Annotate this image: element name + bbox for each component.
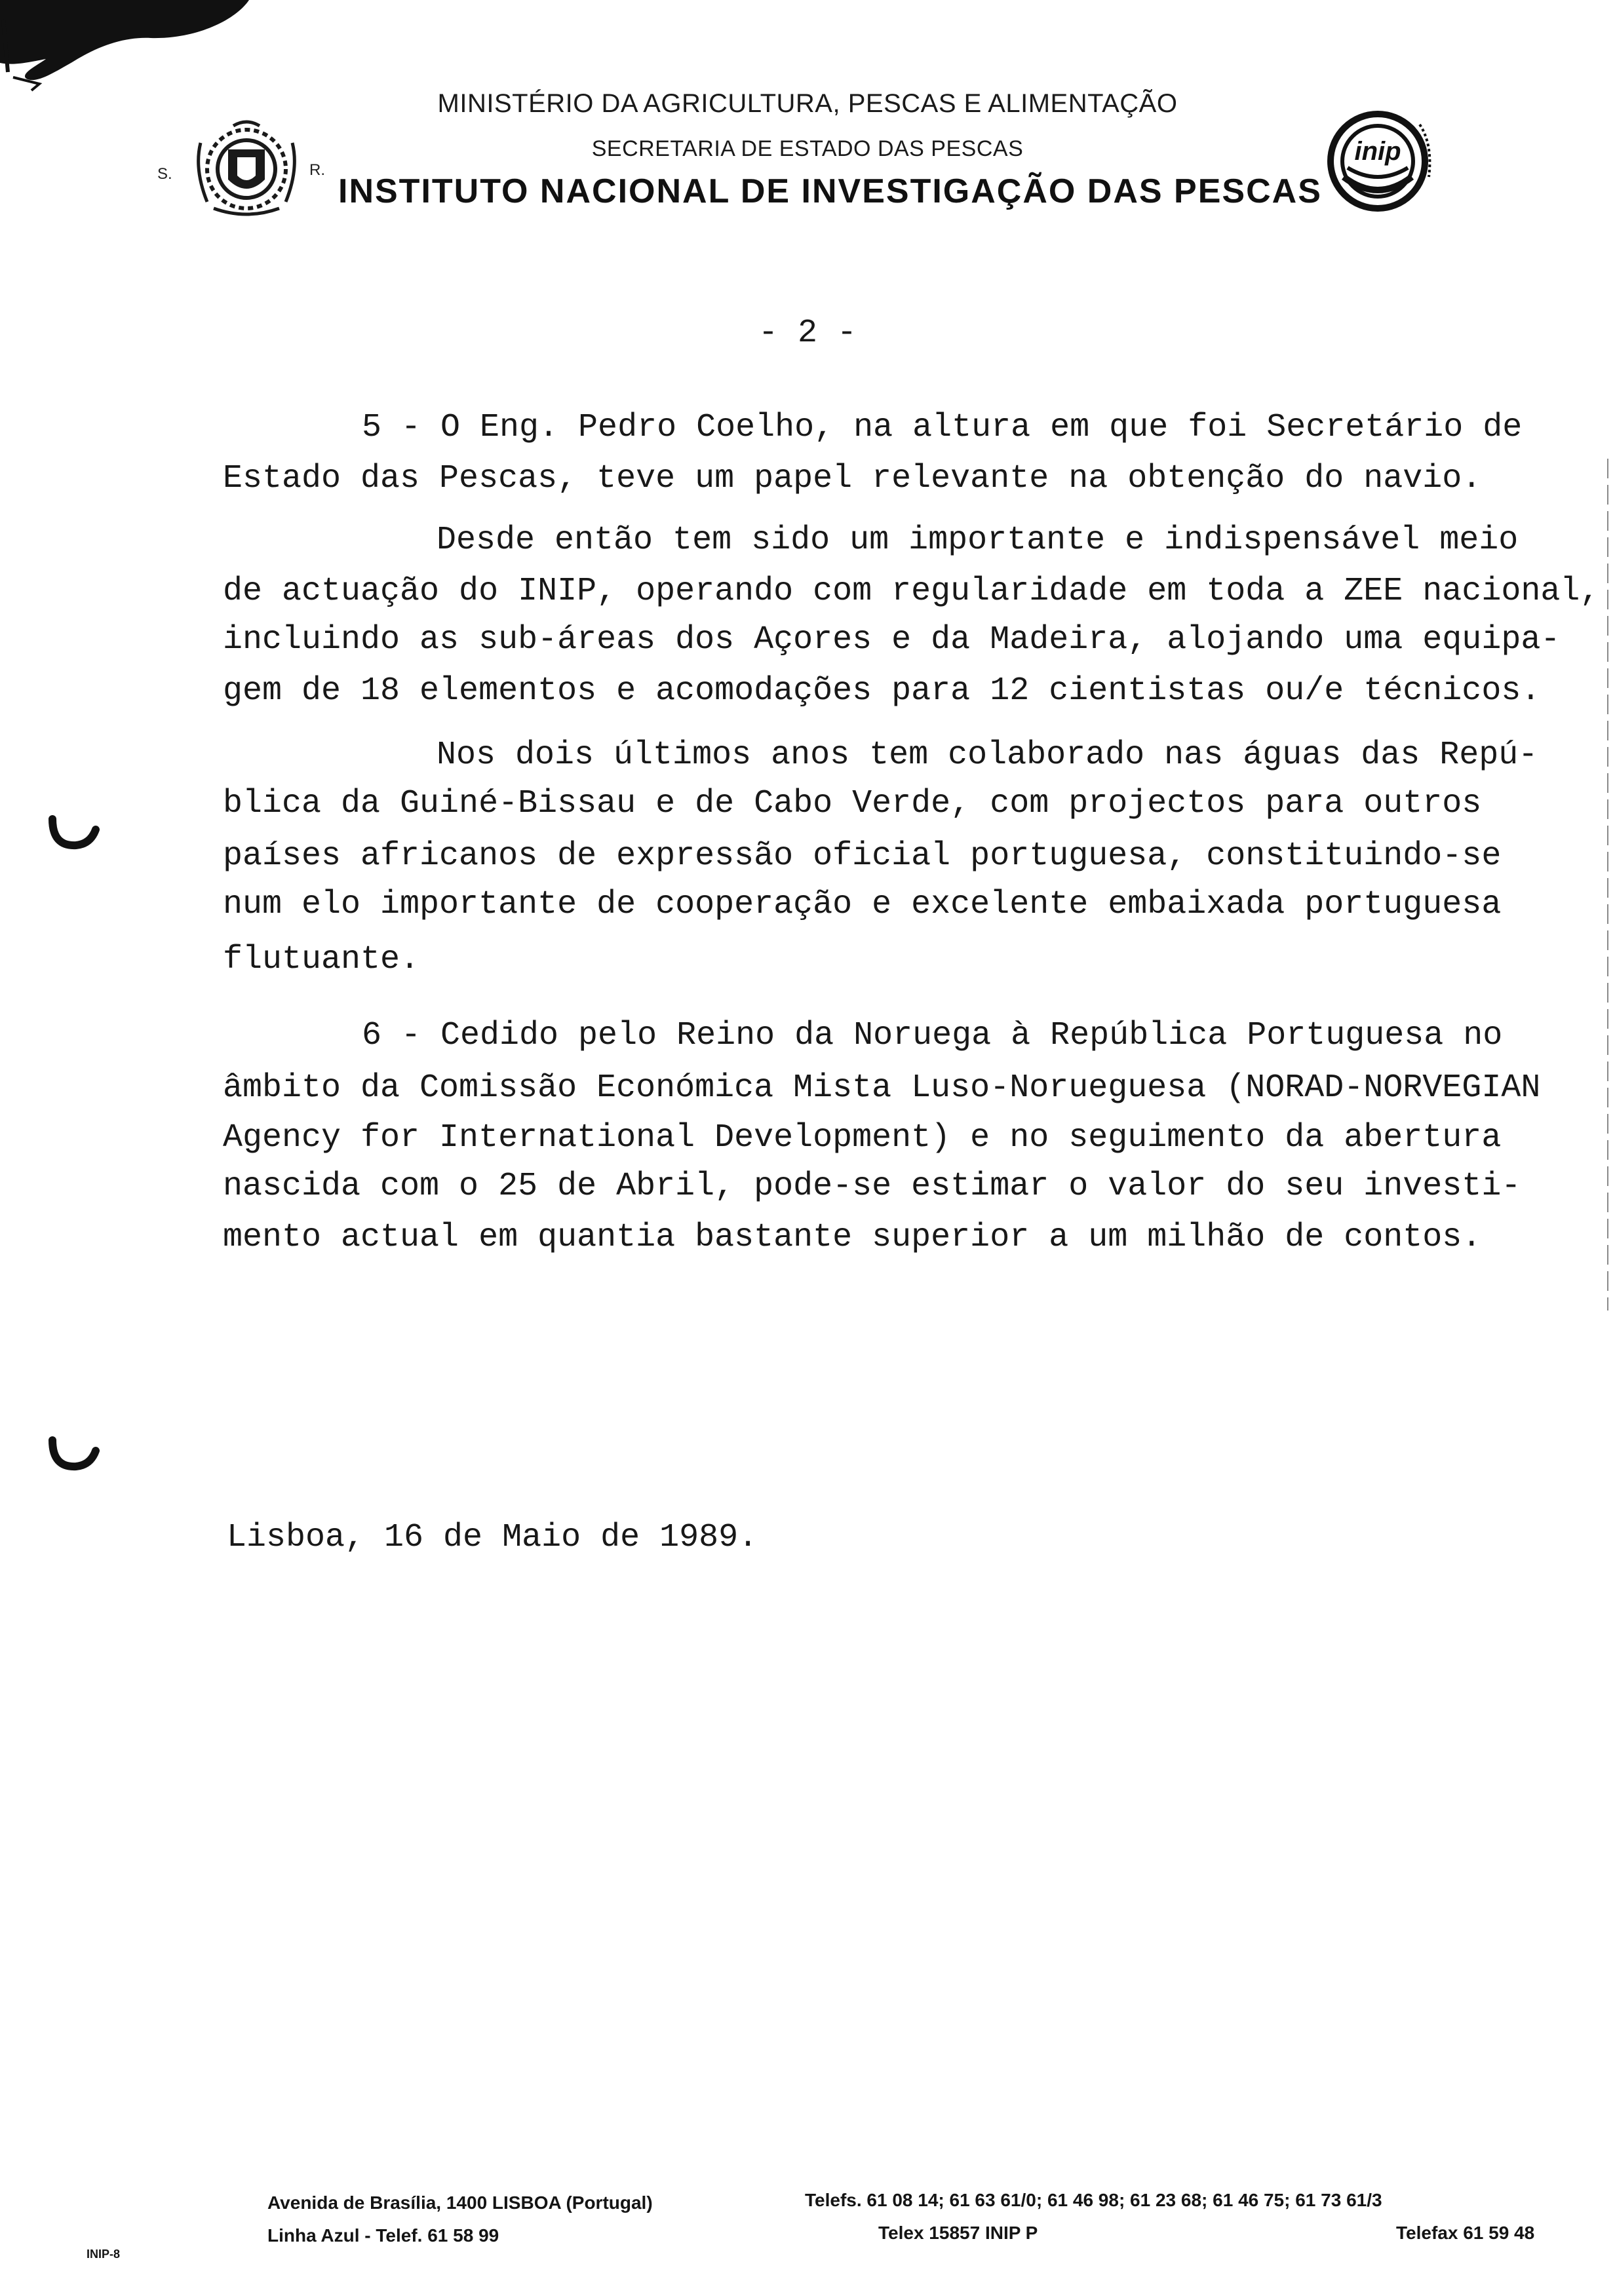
seal-letter-right: R. [309,161,325,179]
footer-phones: Telefs. 61 08 14; 61 63 61/0; 61 46 98; 61 23 68; 61 46 75; 61 73 61/3 [805,2190,1382,2210]
signoff-date: Lisboa, 16 de Maio de 1989. [227,1519,758,1556]
paragraph-5c-line-4: num elo importante de cooperação e excelente embaixada portuguesa [223,886,1502,923]
seal-letter-left: S. [157,165,172,183]
paragraph-6-line-3: Agency for International Development) e no seguimento da abertura [223,1119,1502,1157]
page-number: - 2 - [758,315,857,352]
paragraph-6-line-1: 6 - Cedido pelo Reino da Noruega à República Portuguesa no [362,1017,1503,1054]
institute-heading: INSTITUTO NACIONAL DE INVESTIGAÇÃO DAS PESCAS [338,172,1322,210]
coat-of-arms-icon [187,117,305,221]
binder-hole-mark-icon [43,1428,102,1481]
ministry-heading: MINISTÉRIO DA AGRICULTURA, PESCAS E ALIMENTAÇÃO [437,89,1178,118]
footer-telefax: Telefax 61 59 48 [1396,2223,1535,2243]
paragraph-5c-line-5: flutuante. [223,941,420,978]
binder-hole-mark-icon [43,807,102,860]
paragraph-5-line-1: 5 - O Eng. Pedro Coelho, na altura em que foi Secretário de [362,409,1523,446]
paragraph-6-line-2: âmbito da Comissão Económica Mista Luso-Norueguesa (NORAD-NORVEGIAN [223,1069,1541,1107]
footer-linha-azul: Linha Azul - Telef. 61 58 99 [267,2225,499,2246]
scan-edge-line [1605,459,1611,1311]
footer-address: Avenida de Brasília, 1400 LISBOA (Portugal) [267,2192,653,2213]
paragraph-5-line-2: Estado das Pescas, teve um papel relevante na obtenção do navio. [223,460,1482,497]
footer-form-code: INIP-8 [87,2248,121,2261]
paragraph-5c-line-1: Nos dois últimos anos tem colaborado nas águas das Repú- [437,737,1538,774]
paragraph-5c-line-2: blica da Guiné-Bissau e de Cabo Verde, com projectos para outros [223,785,1482,822]
paragraph-5b-line-4: gem de 18 elementos e acomodações para 12 cientistas ou/e técnicos. [223,672,1541,710]
paragraph-5b-line-3: incluindo as sub-áreas dos Açores e da Madeira, alojando uma equipa- [223,621,1561,659]
secretaria-heading: SECRETARIA DE ESTADO DAS PESCAS [591,136,1024,161]
paragraph-6-line-5: mento actual em quantia bastante superior a um milhão de contos. [223,1219,1482,1256]
footer-telex: Telex 15857 INIP P [878,2223,1038,2243]
paragraph-5b-line-1: Desde então tem sido um importante e indispensável meio [437,522,1519,559]
paragraph-5b-line-2: de actuação do INIP, operando com regularidade em toda a ZEE nacional, [223,573,1600,610]
scan-artifact [0,0,275,92]
paragraph-6-line-4: nascida com o 25 de Abril, pode-se estimar o valor do seu investi- [223,1168,1521,1205]
paragraph-5c-line-3: países africanos de expressão oficial portuguesa, constituindo-se [223,837,1502,875]
logo-text: inip [1354,137,1401,166]
inip-logo-icon [1321,105,1439,216]
